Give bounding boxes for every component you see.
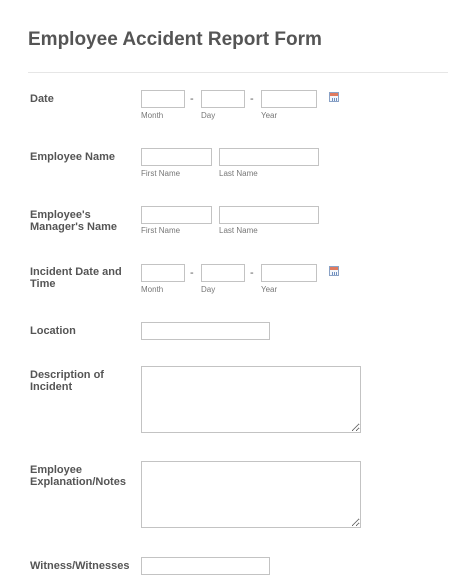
incident-day-input[interactable] <box>201 264 245 282</box>
title-divider <box>28 72 448 73</box>
date-year-input[interactable] <box>261 90 317 108</box>
witnesses-label: Witness/Witnesses <box>30 560 130 572</box>
form-title: Employee Accident Report Form <box>28 29 322 50</box>
date-month-sublabel: Month <box>141 111 164 120</box>
date-separator-2: - <box>250 93 254 105</box>
incident-separator-1: - <box>190 267 194 279</box>
calendar-icon[interactable] <box>329 266 339 276</box>
employee-last-name-sublabel: Last Name <box>219 169 258 178</box>
incident-day-sublabel: Day <box>201 285 216 294</box>
date-month-input[interactable] <box>141 90 185 108</box>
date-label: Date <box>30 93 54 105</box>
calendar-icon[interactable] <box>329 92 339 102</box>
employee-first-name-sublabel: First Name <box>141 169 181 178</box>
employee-last-name-input[interactable] <box>219 148 319 166</box>
manager-first-name-sublabel: First Name <box>141 226 181 235</box>
employee-name-label: Employee Name <box>30 151 115 163</box>
explanation-textarea[interactable] <box>141 461 361 528</box>
explanation-label: Employee Explanation/Notes <box>30 464 126 488</box>
manager-last-name-sublabel: Last Name <box>219 226 258 235</box>
incident-year-sublabel: Year <box>261 285 278 294</box>
manager-name-label: Employee's Manager's Name <box>30 209 117 233</box>
location-input[interactable] <box>141 322 270 340</box>
manager-first-name-input[interactable] <box>141 206 212 224</box>
date-day-sublabel: Day <box>201 111 216 120</box>
incident-month-sublabel: Month <box>141 285 164 294</box>
location-label: Location <box>30 325 76 337</box>
date-year-sublabel: Year <box>261 111 278 120</box>
description-label: Description of Incident <box>30 369 104 393</box>
manager-last-name-input[interactable] <box>219 206 319 224</box>
incident-datetime-label: Incident Date and Time <box>30 266 122 290</box>
description-textarea[interactable] <box>141 366 361 433</box>
date-separator-1: - <box>190 93 194 105</box>
incident-separator-2: - <box>250 267 254 279</box>
date-day-input[interactable] <box>201 90 245 108</box>
witnesses-input[interactable] <box>141 557 270 575</box>
incident-year-input[interactable] <box>261 264 317 282</box>
employee-first-name-input[interactable] <box>141 148 212 166</box>
incident-month-input[interactable] <box>141 264 185 282</box>
